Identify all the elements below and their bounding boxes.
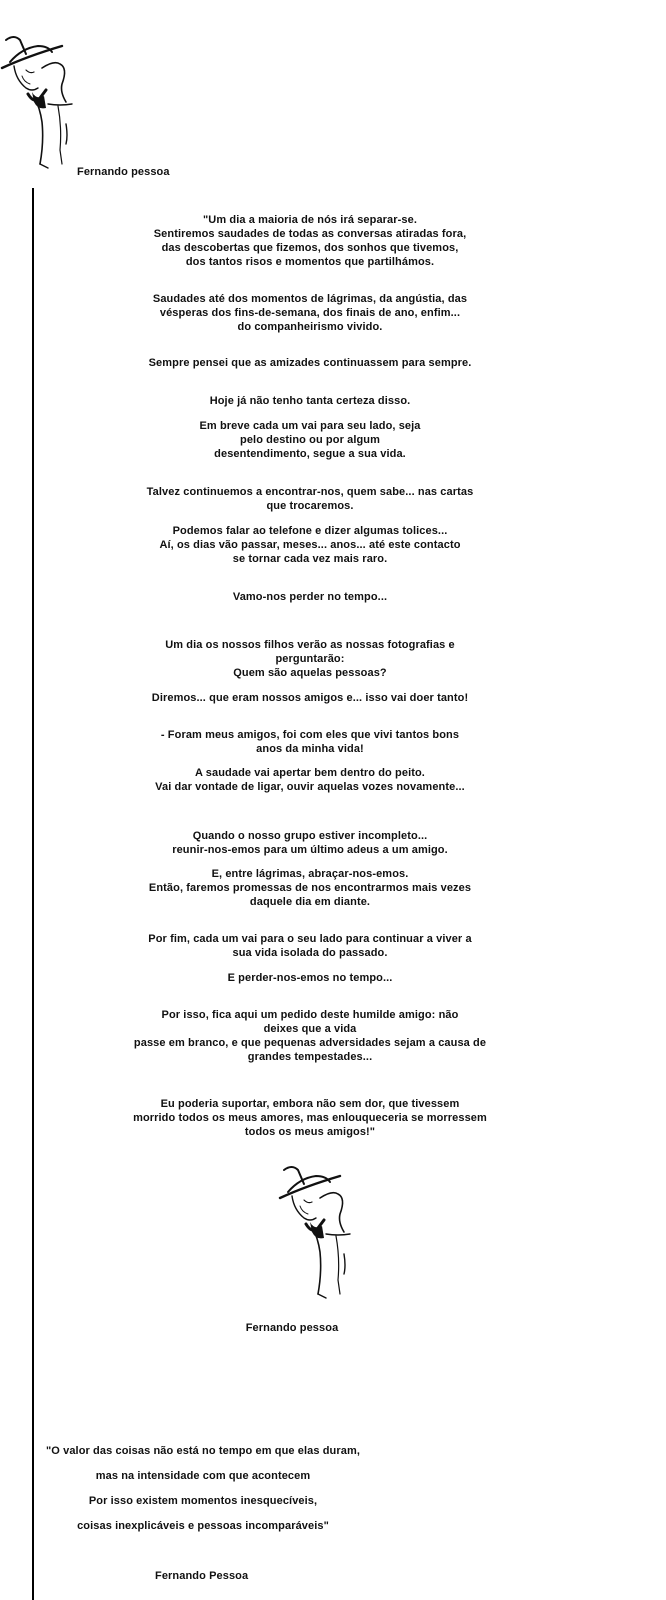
quote-line: coisas inexplicáveis e pessoas incomparáveis" xyxy=(77,1520,329,1532)
closing-quote xyxy=(38,1444,368,1544)
quote-line: mas na intensidade com que acontecem xyxy=(95,1470,311,1482)
poem-stanza: Quando o nosso grupo estiver incompleto... reunir-nos-emos para um último adeus a um amigo. xyxy=(172,830,448,856)
poem-stanza: Diremos... que eram nossos amigos e... isso vai doer tanto! xyxy=(151,692,469,704)
poem-stanza: Eu poderia suportar, embora não sem dor, que tivessem morrido todos os meus amores, mas enlouqueceria se morressem todos os meus amigos!" xyxy=(133,1098,487,1138)
quote-line: "O valor das coisas não está no tempo em que elas duram, xyxy=(45,1445,361,1457)
poem-stanza: A saudade vai apertar bem dentro do peito. Vai dar vontade de ligar, ouvir aquelas vozes novamente... xyxy=(155,767,465,793)
poem-stanza: Por fim, cada um vai para o seu lado para continuar a viver a sua vida isolada do passado. xyxy=(148,933,472,959)
poem-stanza: Vamo-nos perder no tempo... xyxy=(232,591,388,603)
poem-stanza: Talvez continuemos a encontrar-nos, quem sabe... nas cartas que trocaremos. xyxy=(146,486,474,512)
top-signature: Fernando pessoa xyxy=(77,166,170,178)
poem-stanza: E perder-nos-emos no tempo... xyxy=(227,972,393,984)
poem-stanza: Saudades até dos momentos de lágrimas, da angústia, das vésperas dos fins-de-semana, dos finais de ano, enfim... do companheirismo vivido. xyxy=(152,293,468,333)
poem-stanza: Em breve cada um vai para seu lado, seja pelo destino ou por algum desentendimento, segue a sua vida. xyxy=(199,420,421,460)
poem-stanza: - Foram meus amigos, foi com eles que vivi tantos bons anos da minha vida! xyxy=(160,729,460,755)
fernando-pessoa-portrait-sketch xyxy=(0,32,80,172)
poem-stanza: Um dia os nossos filhos verão as nossas fotografias e perguntarão: Quem são aquelas pessoas? xyxy=(165,639,455,679)
poem-stanza: "Um dia a maioria de nós irá separar-se. Sentiremos saudades de todas as conversas atiradas fora, das descobertas que fizemos, dos sonhos que tivemos, dos tantos risos e momentos que partilhámos. xyxy=(153,214,467,268)
poem-stanza: Podemos falar ao telefone e dizer algumas tolices... Aí, os dias vão passar, meses... anos... até este contacto se tornar cada vez mais raro. xyxy=(159,525,461,565)
poem-stanza: Hoje já não tenho tanta certeza disso. xyxy=(209,395,411,407)
poem-stanza: Por isso, fica aqui um pedido deste humilde amigo: não deixes que a vida passe em branco, e que pequenas adversidades sejam a causa de grandes tempestades... xyxy=(133,1009,487,1063)
fernando-pessoa-portrait-sketch xyxy=(278,1162,358,1302)
poem-stanza: E, entre lágrimas, abraçar-nos-emos. Então, faremos promessas de nos encontrarmos mais vezes daquele dia em diante. xyxy=(148,868,472,908)
poem-signature: Fernando pessoa xyxy=(245,1322,339,1334)
quote-line: Por isso existem momentos inesquecíveis, xyxy=(88,1495,318,1507)
quote-signature: Fernando Pessoa xyxy=(155,1570,249,1582)
poem-stanza: Sempre pensei que as amizades continuassem para sempre. xyxy=(148,357,472,369)
poem xyxy=(100,213,520,1139)
left-vertical-rule xyxy=(32,188,34,1600)
